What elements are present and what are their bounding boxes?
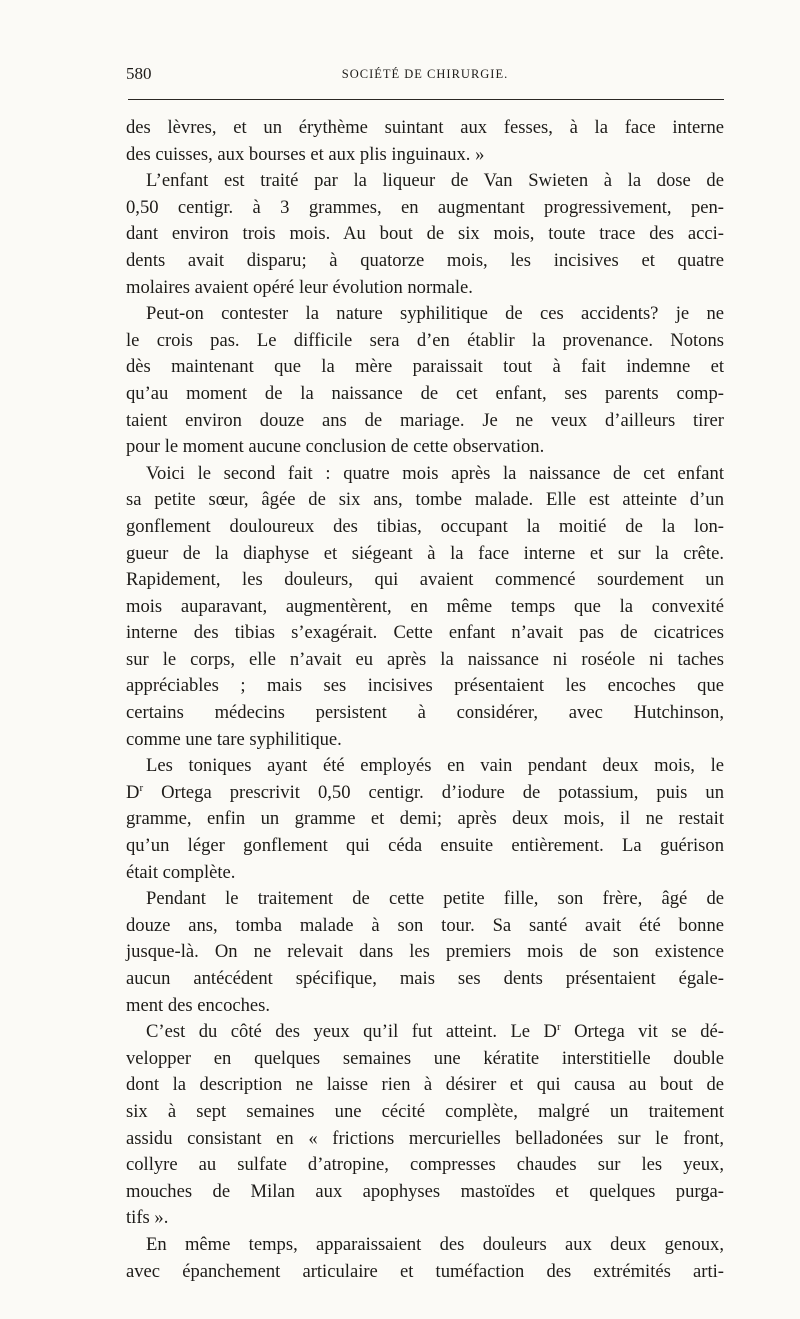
book-page (126, 60, 724, 1282)
page-header (126, 60, 724, 92)
text-line: jusque-là. On ne relevait dans les premiers mois de son existence (126, 941, 724, 963)
text-line: L’enfant est traité par la liqueur de Van Swieten à la dose de (146, 170, 724, 192)
text-line: mouches de Milan aux apophyses mastoïdes et quelques purga- (126, 1180, 724, 1202)
text-segment: C’est du côté des yeux qu’il fut atteint. Le (146, 1021, 544, 1043)
text-line: gueur de la diaphyse et siégeant à la face interne et sur la crête. (126, 542, 724, 564)
text-line: taient environ douze ans de mariage. Je ne veux d’ailleurs tirer (126, 409, 724, 431)
text-line: sa petite sœur, âgée de six ans, tombe malade. Elle est atteinte d’un (126, 489, 724, 511)
text-line: le crois pas. Le difficile sera d’en établir la provenance. Notons (126, 329, 724, 351)
text-line: Rapidement, les douleurs, qui avaient commencé sourdement un (126, 569, 724, 591)
text-line: ment des encoches. (126, 994, 271, 1016)
text-line: Les toniques ayant été employés en vain pendant deux mois, le (146, 755, 724, 777)
text-segment: Ortega vit se dé- (560, 1021, 724, 1043)
text-line: des cuisses, aux bourses et aux plis inguinaux. » (126, 143, 485, 165)
header-rule (128, 99, 724, 100)
text-line: collyre au sulfate d’atropine, compresses chaudes sur les yeux, (126, 1154, 724, 1176)
text-line: En même temps, apparaissaient des douleurs aux deux genoux, (146, 1233, 724, 1255)
text-segment: Ortega prescrivit 0,50 centigr. d’iodure de potassium, puis un (143, 781, 724, 803)
text-line: dents avait disparu; à quatorze mois, les incisives et quatre (126, 249, 724, 271)
text-line: dant environ trois mois. Au bout de six mois, toute trace des acci- (126, 223, 724, 245)
text-line: six à sept semaines une cécité complète, malgré un traitement (126, 1100, 724, 1122)
text-line: aucun antécédent spécifique, mais ses dents présentaient égale- (126, 968, 724, 989)
text-line: pour le moment aucune conclusion de cette observation. (126, 436, 545, 458)
text-line: dès maintenant que la mère paraissait tout à fait indemne et (126, 356, 724, 378)
text-line: Peut-on contester la nature syphilitique de ces accidents? je ne (146, 303, 724, 325)
text-line: certains médecins persistent à considérer, avec Hutchinson, (126, 702, 724, 724)
text-line: avec épanchement articulaire et tuméfaction des extrémités arti- (126, 1260, 724, 1282)
text-line: qu’un léger gonflement qui céda ensuite entièrement. La guérison (126, 835, 724, 857)
text-line: gonflement douloureux des tibias, occupant la moitié de la lon- (126, 515, 724, 537)
text-line: qu’au moment de la naissance de cet enfant, ses parents comp- (126, 382, 724, 404)
text-line: tifs ». (126, 1207, 169, 1229)
text-line: dont la description ne laisse rien à désirer et qui causa au bout de (126, 1074, 724, 1096)
abbr-d: D (543, 1021, 557, 1043)
text-line: douze ans, tomba malade à son tour. Sa santé avait été bonne (126, 914, 724, 936)
abbr-superscript-r: r (556, 1021, 561, 1034)
text-line: appréciables ; mais ses incisives présentaient les encoches que (126, 675, 724, 697)
text-line (126, 780, 724, 807)
text-line: sur le corps, elle n’avait eu après la naissance ni roséole ni taches (126, 648, 724, 670)
text-line: Voici le second fait : quatre mois après la naissance de cet enfant (146, 462, 724, 484)
running-title: SOCIÉTÉ DE CHIRURGIE. (341, 67, 509, 81)
abbr-superscript-r: r (139, 781, 144, 794)
text-line: était complète. (126, 861, 236, 883)
page-number: 580 (126, 64, 152, 83)
abbr-d: D (126, 781, 140, 803)
text-line: gramme, enfin un gramme et demi; après deux mois, il ne restait (126, 808, 724, 830)
text-line: velopper en quelques semaines une kératite interstitielle double (126, 1047, 724, 1069)
text-line: molaires avaient opéré leur évolution normale. (126, 276, 473, 298)
text-line: Pendant le traitement de cette petite fille, son frère, âgé de (146, 888, 724, 910)
text-line: assidu consistant en « frictions mercurielles belladonées sur le front, (126, 1127, 724, 1149)
text-line (126, 1019, 724, 1046)
text-line: mois auparavant, augmentèrent, en même temps que la convexité (126, 595, 724, 617)
body-text (126, 115, 724, 1285)
text-line: des lèvres, et un érythème suintant aux fesses, à la face interne (126, 117, 724, 138)
text-line: 0,50 centigr. à 3 grammes, en augmentant progressivement, pen- (126, 196, 724, 218)
text-line: comme une tare syphilitique. (126, 728, 342, 750)
text-line: interne des tibias s’exagérait. Cette enfant n’avait pas de cicatrices (126, 622, 724, 644)
